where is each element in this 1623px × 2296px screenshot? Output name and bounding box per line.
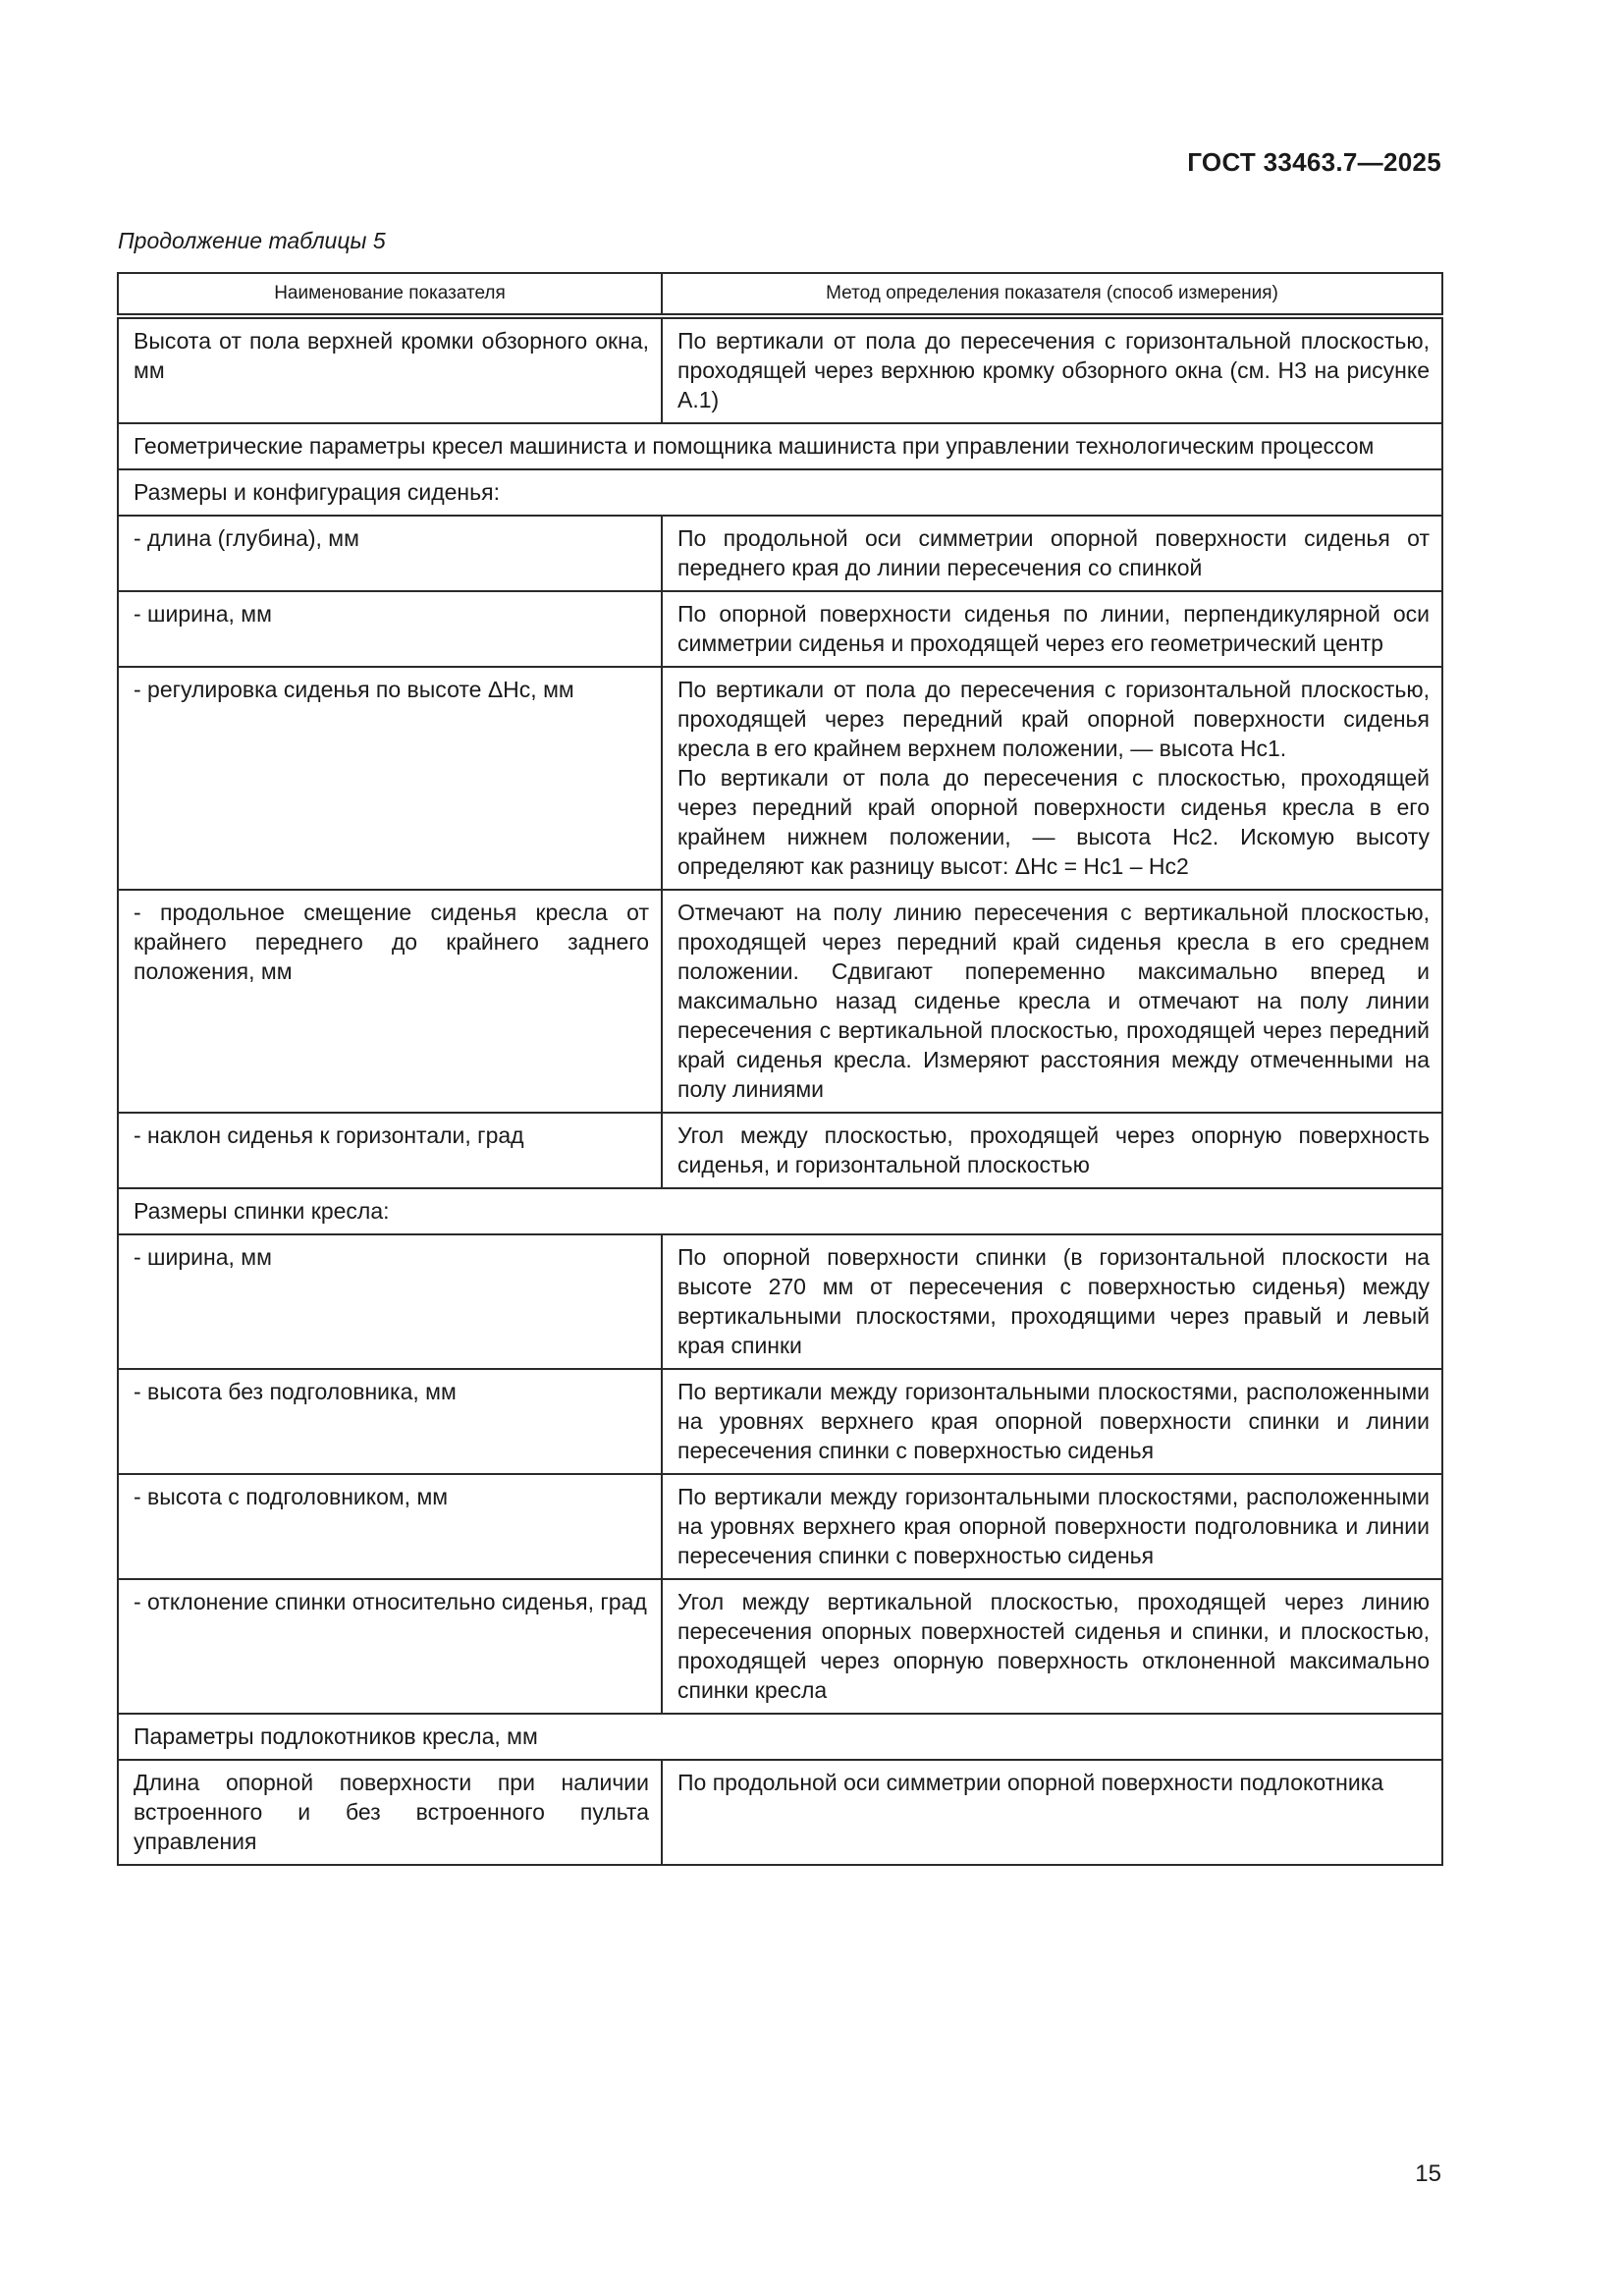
measurement-method-cell (662, 667, 1442, 890)
section-heading-text: Размеры и конфигурация сиденья: (134, 479, 500, 505)
measurement-method-cell (662, 516, 1442, 591)
column-header-indicator: Наименование показателя (118, 273, 662, 316)
measurement-method-cell (662, 1760, 1442, 1865)
measurement-method-text: Угол между плоскостью, проходящей через опорную поверхность сиденья, и горизонтальной плоскостью (677, 1122, 1430, 1177)
table-section-row (118, 1714, 1442, 1760)
table-row (118, 1474, 1442, 1579)
table-row (118, 591, 1442, 667)
measurement-method-text: По вертикали от пола до пересечения с горизонтальной плоскостью, проходящей через верхнюю кромку обзорного окна (см. H3 на рисунке А.1) (677, 328, 1430, 412)
table-header-row (118, 273, 1442, 316)
measurement-method-text: По вертикали между горизонтальными плоскостями, расположенными на уровнях верхнего края опорной поверхности спинки и линии пересечения спинки с поверхностью сиденья (677, 1379, 1430, 1463)
indicator-table (117, 272, 1443, 1866)
indicator-name-text: - высота с подголовником, мм (134, 1484, 449, 1509)
indicator-name-cell (118, 1113, 662, 1188)
measurement-method-cell (662, 591, 1442, 667)
table-row (118, 516, 1442, 591)
table-row (118, 1369, 1442, 1474)
measurement-method-cell (662, 1579, 1442, 1714)
indicator-name-cell (118, 1760, 662, 1865)
indicator-name-text: - длина (глубина), мм (134, 525, 359, 551)
section-heading-text: Параметры подлокотников кресла, мм (134, 1723, 538, 1749)
table-section-row (118, 469, 1442, 516)
measurement-method-cell (662, 1474, 1442, 1579)
section-heading-cell (118, 1714, 1442, 1760)
measurement-method-text: Отмечают на полу линию пересечения с вертикальной плоскостью, проходящей через передний край сиденья кресла в его среднем положении. Сдвигают попеременно максимально вперед и максимально назад сиденье кресла и отмечают на полу линии пересечения с вертикальной плоскостью, проходящей через передний край сиденья кресла. Измеряют расстояния между отмеченными на полу линиями (677, 900, 1430, 1102)
table-section-row (118, 1188, 1442, 1234)
measurement-method-text: По опорной поверхности сиденья по линии, перпендикулярной оси симметрии сиденья и проходящей через его геометрический центр (677, 601, 1430, 656)
table-row (118, 1113, 1442, 1188)
measurement-method-cell (662, 1234, 1442, 1369)
indicator-name-text: Высота от пола верхней кромки обзорного окна, мм (134, 328, 649, 383)
measurement-method-text: По опорной поверхности спинки (в горизонтальной плоскости на высоте 270 мм от пересечения с поверхностью сиденья) между вертикальными плоскостями, проходящими через правый и левый края спинки (677, 1244, 1430, 1358)
measurement-method-cell (662, 1113, 1442, 1188)
measurement-method-text: По продольной оси симметрии опорной поверхности подлокотника (677, 1770, 1384, 1795)
section-heading-cell (118, 423, 1442, 469)
section-heading-cell (118, 469, 1442, 516)
table-section-row (118, 423, 1442, 469)
measurement-method-text: По вертикали от пола до пересечения с горизонтальной плоскостью, проходящей через передний край опорной поверхности сиденья кресла в его крайнем верхнем положении, — высота Hс1. По вертикали от пола до пересечения с плоскостью, проходящей через передний край опорной поверхности сиденья кресла в его крайнем нижнем положении, — высота Hс2. Искомую высоту определяют как разницу высот: ΔHс = Hс1 – Hс2 (677, 677, 1430, 879)
indicator-name-cell (118, 1234, 662, 1369)
indicator-name-text: - высота без подголовника, мм (134, 1379, 457, 1404)
measurement-method-text: Угол между вертикальной плоскостью, проходящей через линию пересечения опорных поверхностей сиденья и спинки, и плоскостью, проходящей через опорную поверхность отклоненной максимально спинки кресла (677, 1589, 1430, 1703)
table-row (118, 1760, 1442, 1865)
table-row (118, 890, 1442, 1113)
indicator-name-cell (118, 1579, 662, 1714)
measurement-method-cell (662, 316, 1442, 423)
indicator-name-text: - наклон сиденья к горизонтали, град (134, 1122, 524, 1148)
indicator-name-text: Длина опорной поверхности при наличии встроенного и без встроенного пульта управления (134, 1770, 649, 1854)
indicator-name-cell (118, 316, 662, 423)
indicator-name-cell (118, 516, 662, 591)
standard-code: ГОСТ 33463.7—2025 (1187, 147, 1441, 177)
section-heading-cell (118, 1188, 1442, 1234)
indicator-name-cell (118, 1369, 662, 1474)
indicator-name-cell (118, 591, 662, 667)
page-number: 15 (1415, 2160, 1441, 2187)
section-heading-text: Размеры спинки кресла: (134, 1198, 390, 1224)
measurement-method-cell (662, 1369, 1442, 1474)
table-row (118, 316, 1442, 423)
indicator-name-text: - ширина, мм (134, 1244, 272, 1270)
table-row (118, 667, 1442, 890)
indicator-name-text: - отклонение спинки относительно сиденья, град (134, 1589, 647, 1614)
measurement-method-text: По продольной оси симметрии опорной поверхности сиденья от переднего края до линии пересечения со спинкой (677, 525, 1430, 580)
measurement-method-cell (662, 890, 1442, 1113)
table-row (118, 1579, 1442, 1714)
indicator-name-text: - ширина, мм (134, 601, 272, 627)
indicator-name-text: - регулировка сиденья по высоте ΔHс, мм (134, 677, 574, 702)
column-header-method: Метод определения показателя (способ измерения) (662, 273, 1442, 316)
section-heading-text: Геометрические параметры кресел машиниста и помощника машиниста при управлении технологическим процессом (134, 433, 1375, 459)
indicator-name-cell (118, 667, 662, 890)
indicator-name-cell (118, 1474, 662, 1579)
table-row (118, 1234, 1442, 1369)
measurement-method-text: По вертикали между горизонтальными плоскостями, расположенными на уровнях верхнего края опорной поверхности подголовника и линии пересечения спинки с поверхностью сиденья (677, 1484, 1430, 1568)
table-caption: Продолжение таблицы 5 (118, 228, 386, 253)
indicator-name-text: - продольное смещение сиденья кресла от крайнего переднего до крайнего заднего положения, мм (134, 900, 649, 984)
indicator-name-cell (118, 890, 662, 1113)
